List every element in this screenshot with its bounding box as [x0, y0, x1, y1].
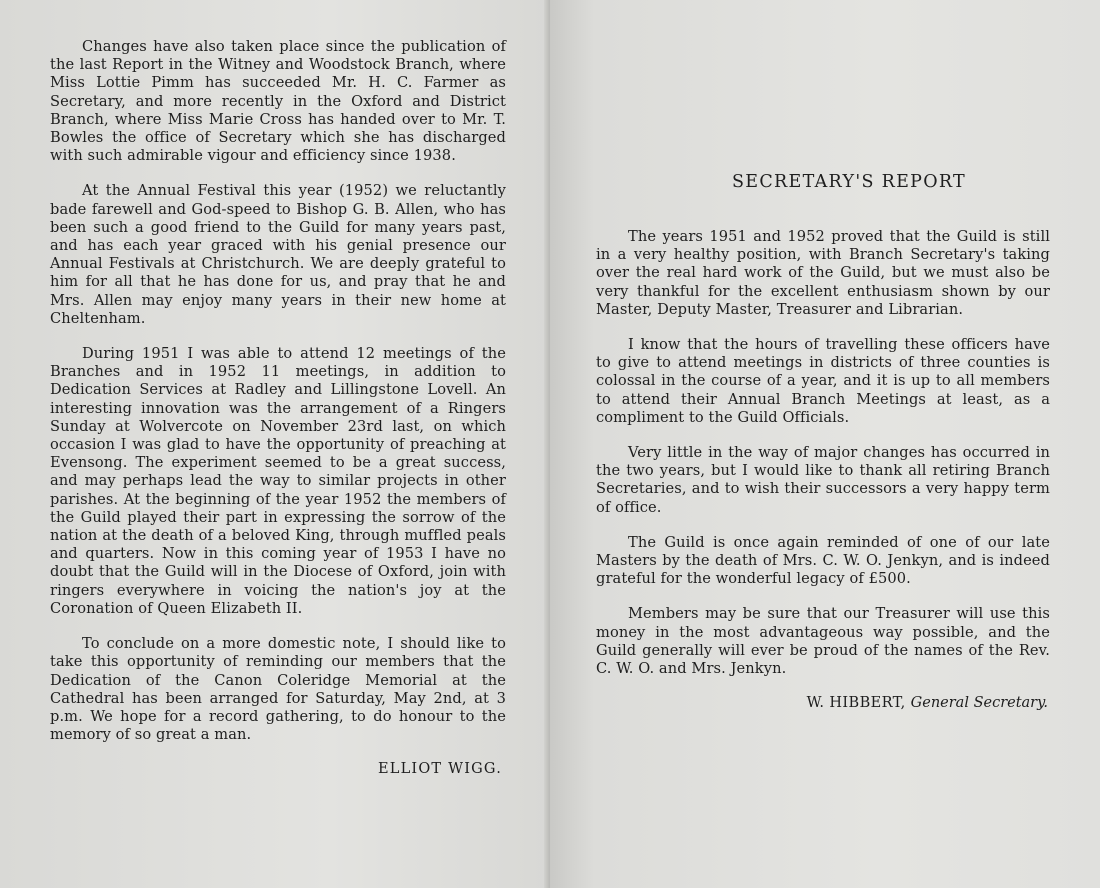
left-paragraph-festival: At the Annual Festival this year (1952) we reluctantly bade farewell and God-speed to Bishop G. B. Allen, who has been such a good friend to the Guild for many years past, and has each year graced with his genial presence our Annual Festivals at Christchurch. We are deeply grateful to him for all that he has done for us, and pray that he and Mrs. Allen may enjoy many years in their new home at Cheltenham.	[50, 182, 506, 327]
left-paragraph-changes: Changes have also taken place since the publication of the last Report in the Witney and Woodstock Branch, where Miss Lottie Pimm has succeeded Mr. H. C. Farmer as Secretary, and more recently in the Oxford and District Branch, where Miss Marie Cross has handed over to Mr. T. Bowles the office of Secretary which she has discharged with such admirable vigour and efficiency since 1938.	[50, 38, 506, 165]
left-paragraph-meetings: During 1951 I was able to attend 12 meetings of the Branches and in 1952 11 meetings, in addition to Dedication Services at Radley and Lillingstone Lovell. An interesting innovation was the arrangement of a Ringers Sunday at Wolvercote on November 23rd last, on which occasion I was glad to have the opportunity of preaching at Evensong. The experiment seemed to be a great success, and may perhaps lead the way to similar projects in other parishes. At the beginning of the year 1952 the members of the Guild played their part in expressing the sorrow of the nation at the death of a beloved King, through muffled peals and quarters. Now in this coming year of 1953 I have no doubt that the Guild will in the Diocese of Oxford, join with ringers everywhere in voicing the nation's joy at the Coronation of Queen Elizabeth II.	[50, 345, 506, 617]
right-paragraph-travelling: I know that the hours of travelling these officers have to give to attend meetings in districts of three counties is colossal in the course of a year, and it is up to all members to attend their Annual Branch Meetings at least, as a compliment to the Guild Officials.	[596, 336, 1050, 426]
right-page	[550, 0, 1100, 888]
signature-role: General Secretary.	[910, 695, 1048, 712]
right-paragraph-changes: Very little in the way of major changes has occurred in the two years, but I would like to thank all retiring Branch Secretaries, and to wish their successors a very happy term of office.	[596, 444, 1050, 516]
right-paragraph-legacy: The Guild is once again reminded of one of our late Masters by the death of Mrs. C. W. O. Jenkyn, and is indeed grateful for the wonderful legacy of £500.	[596, 533, 1050, 588]
left-signature: ELLIOT WIGG.	[377, 761, 502, 778]
right-paragraph-healthy: The years 1951 and 1952 proved that the Guild is still in a very healthy position, with Branch Secretary's taking over the real hard work of the Guild, but we must also be very thankful for the excellent enthusiasm shown by our Master, Deputy Master, Treasurer and Librarian.	[596, 228, 1050, 318]
left-paragraph-conclusion: To conclude on a more domestic note, I should like to take this opportunity of reminding our members that the Dedication of the Canon Coleridge Memorial at the Cathedral has been arranged for Saturday, May 2nd, at 3 p.m. We hope for a record gathering, to do honour to the memory of so great a man.	[50, 635, 506, 744]
right-paragraph-treasurer: Members may be sure that our Treasurer will use this money in the most advantageous way possible, and the Guild generally will ever be proud of the names of the Rev. C. W. O. and Mrs. Jenkyn.	[596, 605, 1050, 678]
right-signature	[588, 695, 1050, 711]
signature-name: W. HIBBERT,	[806, 695, 906, 712]
secretary-report-title: SECRETARY'S REPORT	[731, 172, 967, 192]
